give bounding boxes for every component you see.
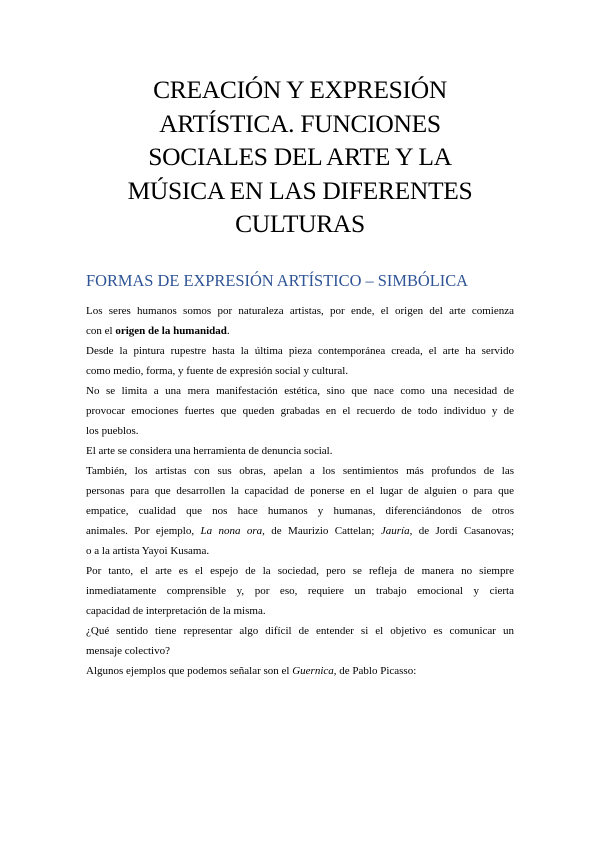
text-run: , de Maurizio Cattelan;: [262, 525, 381, 537]
text-run: .: [226, 325, 230, 337]
text-line: provocar emociones fuertes que queden grabadas en el recuerdo de todo individuo y de: [86, 405, 514, 417]
text-line: Por tanto, el arte es el espejo de la sociedad, pero se refleja de manera no siempre: [86, 565, 514, 577]
text-line: ¿Qué sentido tiene representar algo difícil de entender si el objetivo es comunicar un: [86, 625, 514, 637]
text-line: mensaje colectivo?: [86, 645, 170, 657]
text-line: inmediatamente comprensible y, por eso, requiere un trabajo emocional y cierta: [86, 585, 514, 597]
document-title: [86, 73, 514, 241]
paragraph-manifestacion-estetica: [86, 381, 514, 441]
paragraph-sentimientos: [86, 461, 514, 561]
text-line: capacidad de interpretación de la misma.: [86, 605, 266, 617]
text-run: , de Pablo Picasso:: [333, 665, 417, 677]
italic-text: La nona ora: [200, 525, 263, 537]
text-line: los pueblos.: [86, 425, 139, 437]
text-line: También, los artistas con sus obras, apelan a los sentimientos más profundos de las: [86, 465, 514, 477]
italic-text: Guernica: [292, 665, 334, 677]
text-line: personas para que desarrollen la capacidad de ponerse en el lugar de alguien o para que: [86, 485, 514, 497]
italic-text: Jauría: [380, 525, 410, 537]
paragraph-ejemplos: [86, 661, 514, 681]
text-line: Los seres humanos somos por naturaleza artistas, por ende, el origen del arte comienza: [86, 305, 514, 317]
title-line: MÚSICA EN LAS DIFERENTES: [127, 175, 473, 205]
text-run: animales. Por ejemplo,: [86, 525, 201, 537]
text-line: [86, 321, 514, 341]
text-line: empatice, cualidad que nos hace humanos y humanas, diferenciándonos de otros: [86, 505, 514, 517]
paragraph-pregunta: [86, 621, 514, 661]
text-line: o a la artista Yayoi Kusama.: [86, 545, 210, 557]
text-run: con el: [86, 325, 116, 337]
bold-text: origen de la humanidad: [115, 325, 227, 337]
paragraph-espejo-sociedad: [86, 561, 514, 621]
paragraph-denuncia-social: [86, 441, 514, 461]
text-line: El arte se considera una herramienta de denuncia social.: [86, 445, 333, 457]
title-line: SOCIALES DEL ARTE Y LA: [148, 142, 452, 171]
text-line: como medio, forma, y fuente de expresión social y cultural.: [86, 365, 349, 377]
title-line: ARTÍSTICA. FUNCIONES: [159, 108, 441, 138]
document-body: [86, 301, 514, 681]
paragraph-pintura-rupestre: [86, 341, 514, 381]
text-line: [86, 521, 514, 541]
section-heading: FORMAS DE EXPRESIÓN ARTÍSTICO – SIMBÓLICA: [86, 271, 468, 290]
title-line: CREACIÓN Y EXPRESIÓN: [153, 75, 447, 104]
text-run: , de Jordi Casanovas;: [409, 525, 515, 537]
text-line: [86, 661, 514, 681]
title-line: CULTURAS: [235, 209, 365, 238]
text-line: Desde la pintura rupestre hasta la última pieza contemporánea creada, el arte ha servido: [86, 345, 514, 357]
text-line: No se limita a una mera manifestación estética, sino que nace como una necesidad de: [86, 385, 514, 397]
paragraph-origen-arte: [86, 301, 514, 341]
text-run: Algunos ejemplos que podemos señalar son el: [86, 665, 293, 677]
